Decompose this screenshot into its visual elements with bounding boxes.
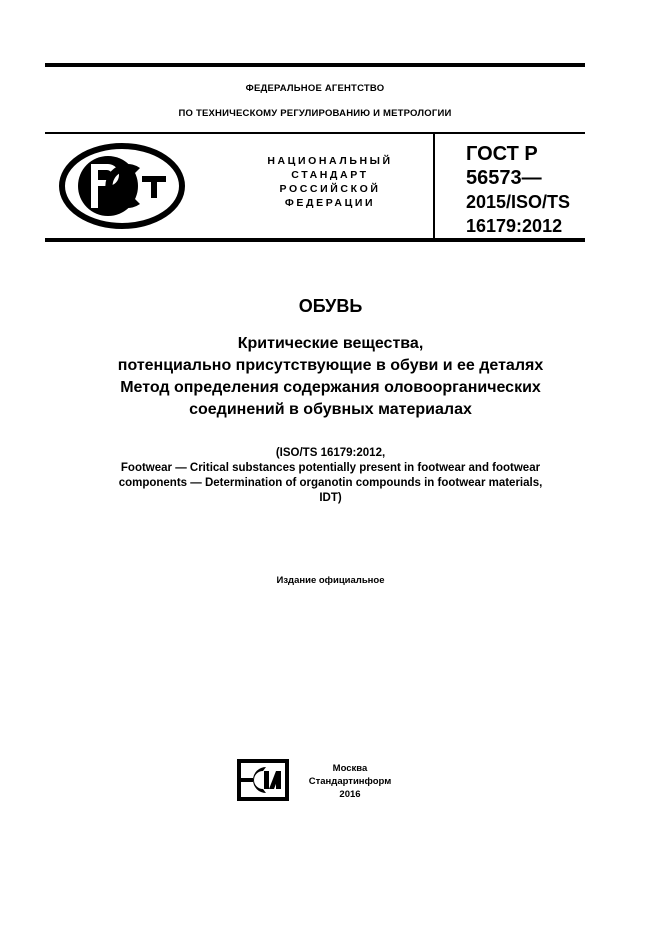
subtitle-line-3: Метод определения содержания оловоорганических — [120, 379, 541, 396]
subtitle-line-2: потенциально присутствующие в обуви и ее деталях — [117, 357, 544, 374]
imprint-city: Москва — [332, 763, 368, 774]
agency-name-line-1: ФЕДЕРАЛЬНОЕ АГЕНТСТВО — [245, 83, 385, 94]
iso-reference-line-4: IDT) — [319, 492, 342, 504]
standartinform-logo-icon — [236, 758, 290, 802]
iso-reference — [45, 446, 616, 506]
designation-line-2: 56573— — [466, 167, 542, 189]
imprint-publisher: Стандартинформ — [308, 776, 392, 787]
top-rule — [45, 63, 585, 67]
standard-block-bottom-rule — [45, 238, 585, 242]
national-standard-line-4: ФЕДЕРАЦИИ — [284, 197, 376, 209]
imprint-year: 2016 — [339, 789, 361, 800]
imprint — [300, 762, 400, 801]
designation-line-3: 2015/ISO/TS — [466, 192, 571, 212]
edition-label: Издание официальное — [276, 575, 385, 586]
national-standard-line-3: РОССИЙСКОЙ — [279, 183, 381, 195]
agency-name-line-2: ПО ТЕХНИЧЕСКОМУ РЕГУЛИРОВАНИЮ И МЕТРОЛОГИИ — [178, 108, 452, 119]
iso-reference-line-2: Footwear — Critical substances potentially present in footwear and footwear — [120, 462, 541, 474]
national-standard-label — [250, 154, 410, 210]
rst-conformity-mark-icon — [58, 142, 186, 230]
standard-designation — [466, 142, 570, 238]
standard-block-top-rule — [45, 132, 585, 134]
standard-block-separator — [433, 133, 435, 241]
iso-reference-line-1: (ISO/TS 16179:2012, — [275, 447, 386, 459]
national-standard-line-1: НАЦИОНАЛЬНЫЙ — [267, 155, 393, 167]
document-subtitle — [45, 333, 616, 421]
subtitle-line-4: соединений в обувных материалах — [189, 401, 472, 418]
designation-line-1: ГОСТ Р — [466, 143, 538, 165]
subtitle-line-1: Критические вещества, — [237, 335, 424, 352]
designation-line-4: 16179:2012 — [466, 216, 563, 236]
national-standard-line-2: СТАНДАРТ — [291, 169, 369, 181]
iso-reference-line-3: components — Determination of organotin compounds in footwear materials, — [118, 477, 543, 489]
document-title: ОБУВЬ — [298, 296, 363, 316]
